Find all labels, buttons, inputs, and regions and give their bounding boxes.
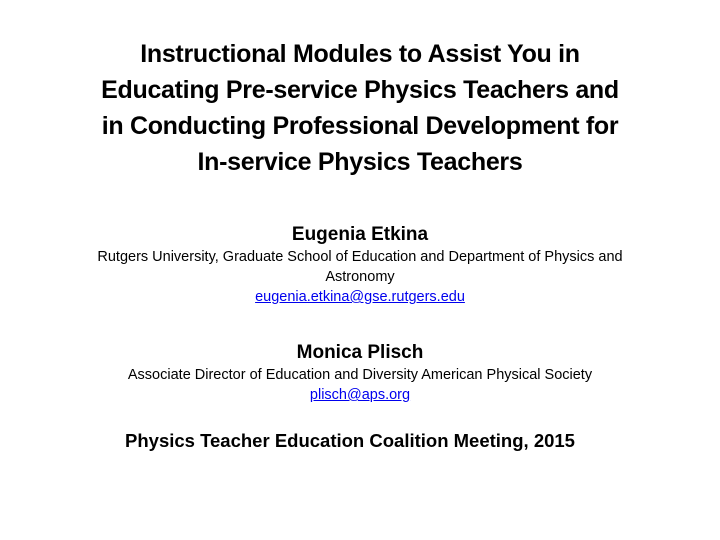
author-affiliation-line: Associate Director of Education and Diversity American Physical Society (127, 367, 593, 383)
author-affiliation-line: Astronomy (325, 269, 395, 285)
author-email-link[interactable]: plisch@aps.org (309, 387, 411, 403)
author-name: Eugenia Etkina (291, 224, 429, 245)
author-email-link[interactable]: eugenia.etkina@gse.rutgers.edu (255, 289, 465, 305)
slide-title (20, 36, 700, 180)
title-line-4: In-service Physics Teachers (197, 148, 523, 176)
title-line-3: in Conducting Professional Development for (101, 112, 619, 140)
meeting-name: Physics Teacher Education Coalition Meeting, 2015 (125, 430, 575, 451)
title-line-1: Instructional Modules to Assist You in (140, 40, 580, 68)
author-name: Monica Plisch (296, 342, 424, 363)
author-block-plisch (10, 341, 710, 405)
title-line-2: Educating Pre-service Physics Teachers and (101, 76, 619, 104)
author-affiliation-line: Rutgers University, Graduate School of Education and Department of Physics and (97, 249, 623, 265)
author-block-etkina (10, 223, 710, 307)
